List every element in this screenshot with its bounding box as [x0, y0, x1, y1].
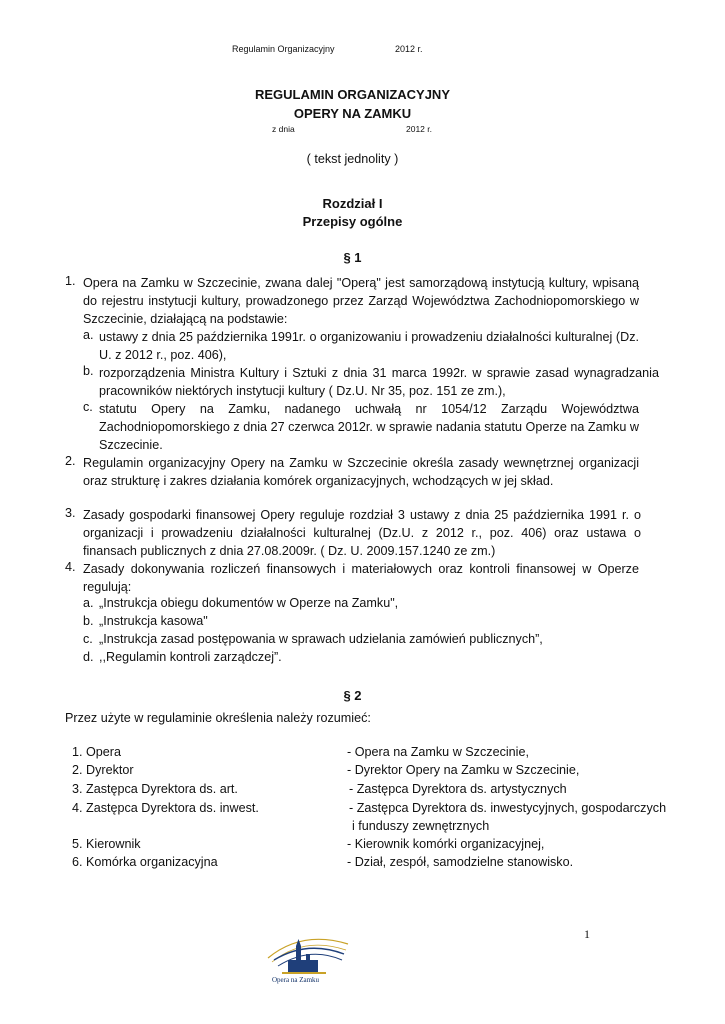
- item-letter: a.: [83, 328, 94, 342]
- item-letter: b.: [83, 614, 94, 628]
- opera-castle-icon: [262, 930, 352, 980]
- paragraph-1c: statutu Opery na Zamku, nadanego uchwałą nr 1054/12 Zarządu Województwa Zachodniopomorskiego z dnia 27 czerwca 2012r. w sprawie nadania statutu Operze na Zamku w Szczecinie.: [99, 402, 639, 452]
- definition-desc: - Zastępca Dyrektora ds. artystycznych: [349, 782, 567, 796]
- definition-term: 1. Opera: [72, 745, 122, 759]
- paragraph-1a: ustawy z dnia 25 października 1991r. o organizowaniu i prowadzeniu działalności kulturalnej (Dz. U. z 2012 r., poz. 406),: [99, 330, 639, 362]
- section-1-mark: § 1: [343, 250, 362, 265]
- definition-desc: - Dyrektor Opery na Zamku w Szczecinie,: [347, 763, 580, 777]
- definition-term: 6. Komórka organizacyjna: [72, 855, 218, 869]
- paragraph-2: Regulamin organizacyjny Opery na Zamku w Szczecinie określa zasady wewnętrznej organizacji oraz strukturę i zakres działania komórek organizacyjnych, wchodzących w jej skład.: [83, 456, 639, 488]
- title-date-suffix: 2012 r.: [406, 124, 432, 134]
- paragraph-4a: „Instrukcja obiegu dokumentów w Operze na Zamku",: [99, 596, 399, 610]
- title-date-prefix: z dnia: [272, 124, 295, 134]
- definition-term: 3. Zastępca Dyrektora ds. art.: [72, 782, 238, 796]
- paragraph-4c: „Instrukcja zasad postępowania w sprawach udzielania zamówień publicznych”,: [99, 632, 543, 646]
- definition-desc: - Opera na Zamku w Szczecinie,: [347, 745, 529, 759]
- definition-desc: - Zastępca Dyrektora ds. inwestycyjnych, gospodarczych: [349, 801, 667, 815]
- item-letter: d.: [83, 650, 94, 664]
- header-year: 2012 r.: [395, 44, 423, 54]
- paragraph-1: Opera na Zamku w Szczecinie, zwana dalej "Operą" jest samorządową instytucją kultury, wpisaną do rejestru instytucji kultury, prowadzonego przez Zarząd Województwa Zachodniopomorskiego w Szczecinie, działającą na podstawie:: [83, 276, 639, 326]
- consolidated-text-note: ( tekst jednolity ): [306, 152, 399, 166]
- page-number: 1: [584, 927, 590, 941]
- item-letter: b.: [83, 364, 94, 378]
- logo-text: Opera na Zamku: [272, 976, 320, 984]
- document-title: REGULAMIN ORGANIZACYJNY: [254, 87, 450, 102]
- item-number: 4.: [65, 560, 76, 574]
- item-letter: a.: [83, 596, 94, 610]
- definition-desc: - Dział, zespół, samodzielne stanowisko.: [347, 855, 574, 869]
- paragraph-1b: rozporządzenia Ministra Kultury i Sztuki z dnia 31 marca 1992r. w sprawie zasad wynagradzania pracowników niektórych instytucji kultury ( Dz.U. Nr 35, poz. 151 ze zm.),: [99, 366, 659, 398]
- definition-term: 4. Zastępca Dyrektora ds. inwest.: [72, 801, 259, 815]
- definition-term: 2. Dyrektor: [72, 763, 134, 777]
- section-2-mark: § 2: [343, 688, 362, 703]
- paragraph-3: Zasady gospodarki finansowej Opery reguluje rozdział 3 ustawy z dnia 25 października 1991 r. o organizacji i prowadzeniu działalności kulturalnej (Dz.U. z 2012 r., poz. 406) oraz ustawa o finansach publicznych z dnia 27.08.2009r. ( Dz. U. 2009.157.1240 ze zm.): [83, 508, 641, 558]
- chapter-name: Przepisy ogólne: [302, 214, 403, 229]
- definition-term: 5. Kierownik: [72, 837, 141, 851]
- header-title: Regulamin Organizacyjny: [232, 44, 335, 54]
- item-letter: c.: [83, 632, 93, 646]
- paragraph-4d: ,,Regulamin kontroli zarządczej”.: [99, 650, 282, 664]
- item-number: 1.: [65, 274, 76, 288]
- chapter-number: Rozdział I: [322, 196, 383, 211]
- item-letter: c.: [83, 400, 93, 414]
- paragraph-4b: „Instrukcja kasowa": [99, 614, 208, 628]
- definitions-intro: Przez użyte w regulaminie określenia należy rozumieć:: [65, 711, 371, 725]
- opera-logo: [262, 930, 352, 992]
- document-subtitle: OPERY NA ZAMKU: [293, 106, 412, 121]
- paragraph-4: Zasady dokonywania rozliczeń finansowych i materiałowych oraz kontroli finansowej w Operze regulują:: [83, 562, 639, 594]
- item-number: 2.: [65, 454, 76, 468]
- item-number: 3.: [65, 506, 76, 520]
- definition-desc: - Kierownik komórki organizacyjnej,: [347, 837, 545, 851]
- definition-desc-continued: i funduszy zewnętrznych: [352, 819, 490, 833]
